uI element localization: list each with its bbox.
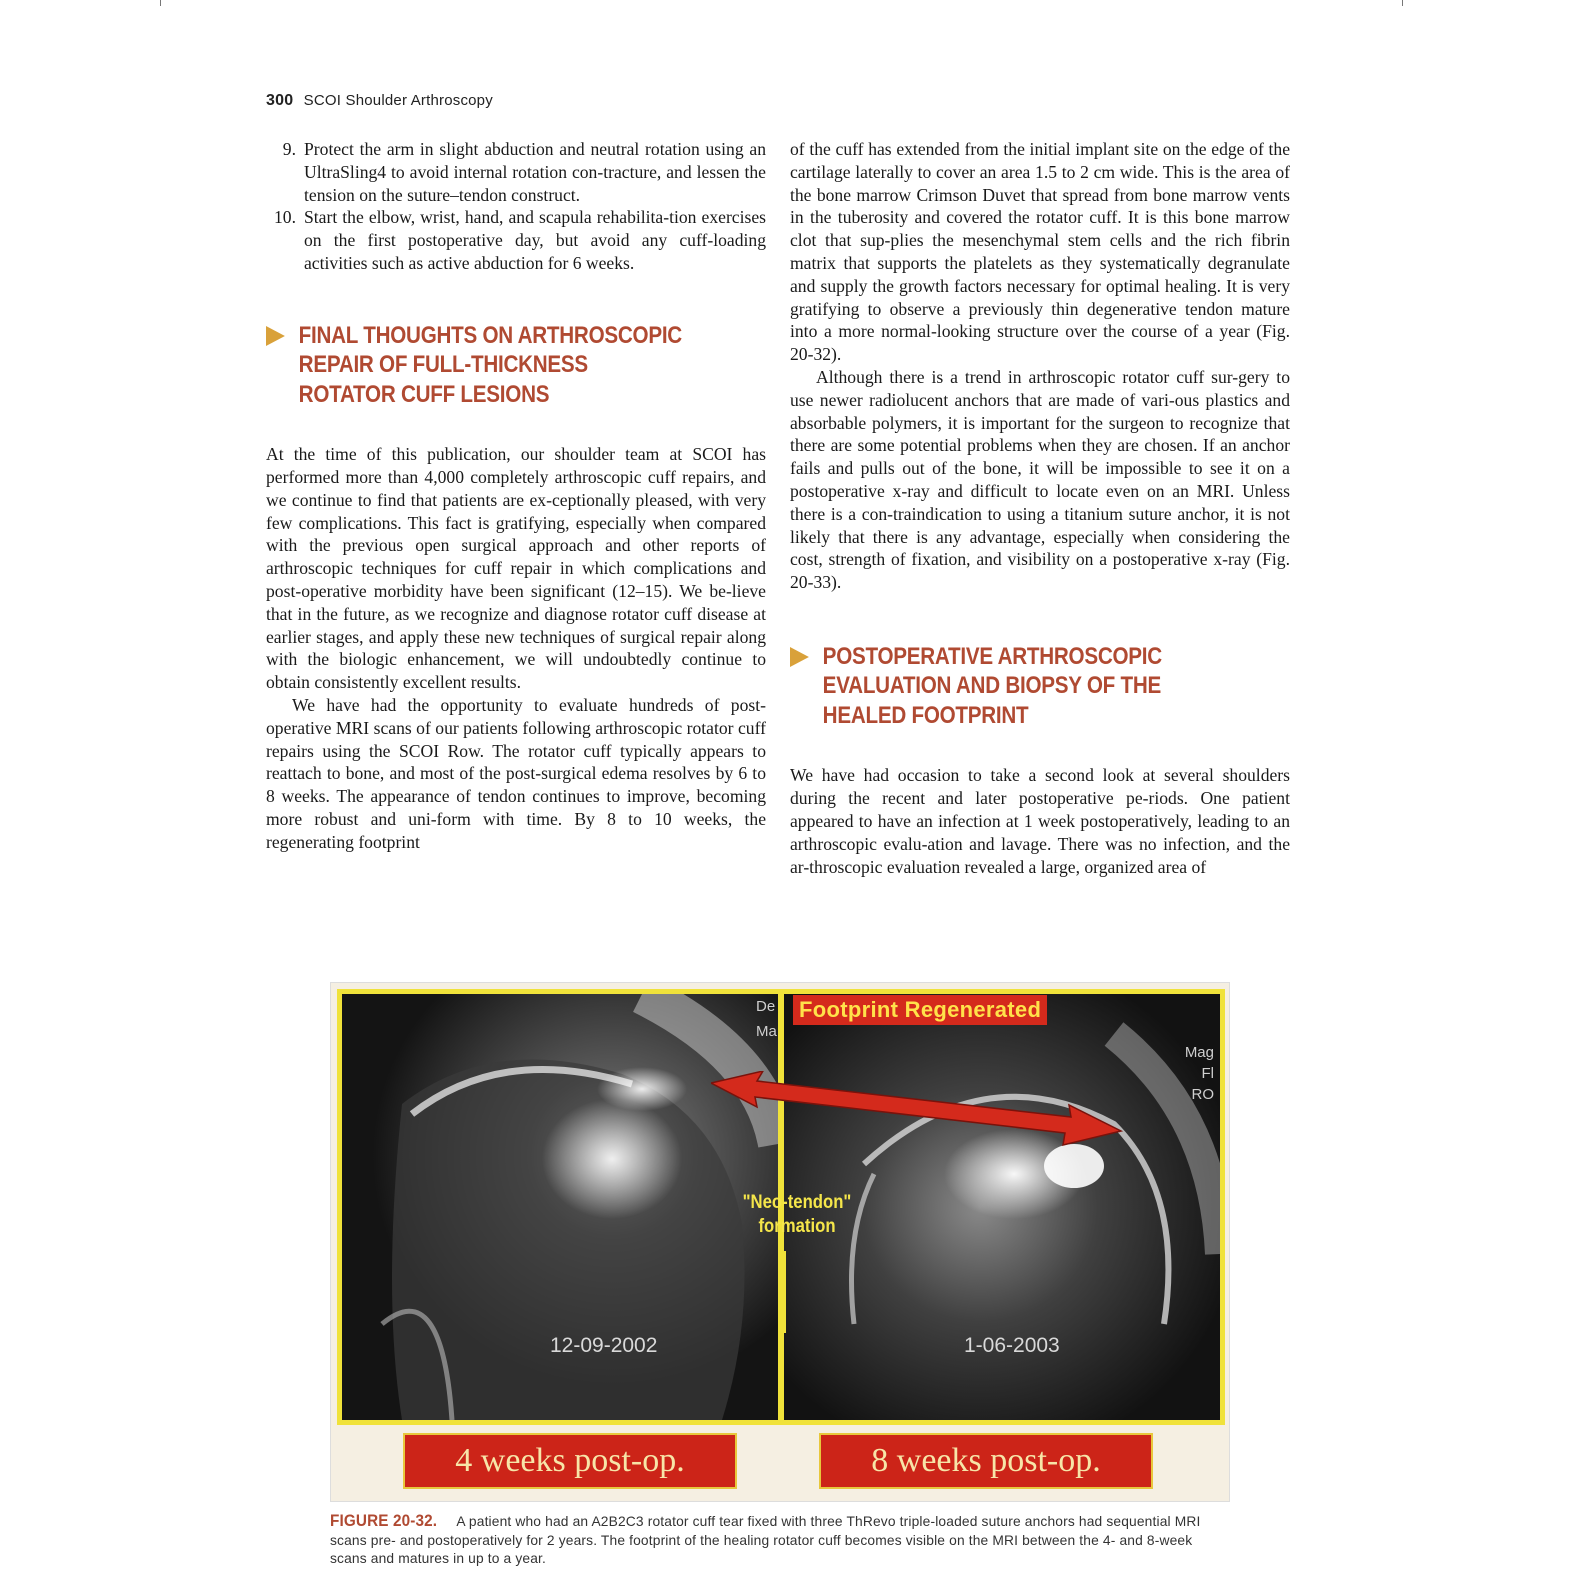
overlay-line: Mag	[1184, 1044, 1214, 1061]
mri-scan-left	[337, 989, 783, 1425]
mri-overlay-text	[756, 996, 777, 1042]
body-paragraph: of the cuff has extended from the initial implant site on the edge of the cartilage laterally to cover an area 1.5 to 2 cm wide. This is the area of the bone marrow Crimson Duvet that spread from bone marrow vents in the tuberosity and covered the rotator cuff. It is this bone marrow clot that sup-plies the mesenchymal stem cells and the rich fibrin matrix that supports the platelets as they systematically degranulate and supply the growth factors necessary for optimal healing. It is very gratifying to observe a previously thin degenerative tendon mature into a more normal-looking structure over the course of a year (Fig. 20-32).	[790, 139, 1290, 365]
left-column	[266, 138, 766, 854]
neo-tendon-line: formation	[758, 1216, 836, 1237]
figure-caption	[330, 1512, 1230, 1569]
list-item	[266, 138, 766, 206]
mri-overlay-text	[1174, 1042, 1214, 1105]
neo-tendon-line: "Neo-tendon"	[742, 1192, 852, 1213]
scan-date-right: 1-06-2003	[964, 1334, 1060, 1357]
page-number: 300	[266, 92, 294, 109]
crop-mark-left	[160, 0, 161, 6]
neo-tendon-label	[735, 1191, 858, 1239]
list-item-number: 10.	[274, 207, 296, 228]
heading-line: HEALED FOOTPRINT	[822, 701, 1029, 729]
body-paragraph: We have had the opportunity to evaluate hundreds of post-operative MRI scans of our patients following arthroscopic rotator cuff repairs using the SCOI Row. The rotator cuff typically appears to reattach to bone, and most of the post-surgical edema resolves by 6 to 8 weeks. The appearance of tendon continues to improve, becoming more robust and uni-form with time. By 8 to 10 weeks, the regenerating footprint	[266, 695, 766, 852]
heading-line: FINAL THOUGHTS ON ARTHROSCOPIC	[298, 321, 682, 349]
list-item-text: Start the elbow, wrist, hand, and scapula rehabilita-tion exercises on the first postoperative day, but avoid any cuff-loading activities such as active abduction for 6 weeks.	[304, 207, 766, 273]
heading-line: POSTOPERATIVE ARTHROSCOPIC	[822, 642, 1162, 670]
heading-line: ROTATOR CUFF LESIONS	[298, 380, 550, 408]
heading-line: REPAIR OF FULL-THICKNESS	[298, 351, 588, 379]
overlay-line: Fl	[1201, 1065, 1214, 1082]
neo-tendon-marker	[778, 1251, 786, 1333]
label-4-weeks: 4 weeks post-op.	[403, 1433, 737, 1489]
label-8-weeks: 8 weeks post-op.	[819, 1433, 1153, 1489]
list-item	[266, 206, 766, 274]
section-heading-final-thoughts	[266, 321, 780, 410]
right-column	[790, 138, 1290, 878]
list-item-text: Protect the arm in slight abduction and neutral rotation using an UltraSling4 to avoid internal rotation con-tracture, and lessen the tension on the suture–tendon construct.	[304, 139, 766, 205]
overlay-line: De	[756, 998, 776, 1015]
book-title: SCOI Shoulder Arthroscopy	[303, 92, 493, 109]
section-heading-postoperative	[790, 642, 1304, 731]
double-arrow-icon	[711, 1071, 1131, 1151]
footprint-regenerated-banner: Footprint Regenerated	[793, 995, 1047, 1025]
list-item-number: 9.	[282, 139, 296, 159]
triangle-bullet-icon	[266, 326, 285, 346]
body-paragraph: We have had occasion to take a second look at several shoulders during the recent and later postoperative pe-riods. One patient appeared to have an infection at 1 week postoperatively, leading to an arthroscopic evalu-ation and lavage. There was no infection, and the ar-throscopic evaluation revealed a large, organized area of	[790, 765, 1290, 877]
crop-mark-right	[1402, 0, 1403, 6]
heading-line: EVALUATION AND BIOPSY OF THE	[822, 672, 1162, 700]
running-head	[266, 92, 493, 110]
scan-date-left: 12-09-2002	[550, 1334, 658, 1357]
overlay-line: Ma	[756, 1023, 777, 1040]
figure-20-32	[330, 982, 1230, 1502]
caption-text: A patient who had an A2B2C3 rotator cuff tear fixed with three ThRevo triple-loaded suture anchors had sequential MRI scans pre- and postoperatively for 2 years. The footprint of the healing rotator cuff becomes visible on the MRI between the 4- and 8-week scans and matures in up to a year.	[330, 1514, 1201, 1567]
figure-label: FIGURE 20-32.	[330, 1511, 438, 1530]
body-paragraph: At the time of this publication, our shoulder team at SCOI has performed more than 4,000 completely arthroscopic cuff repairs, and we continue to find that patients are ex-ceptionally pleased, with very few complications. This fact is gratifying, especially when compared with the previous open surgical approach and other reports of arthroscopic techniques for cuff repair in which complications and post-operative morbidity have been significant (12–15). We be-lieve that in the future, as we recognize and diagnose rotator cuff disease at earlier stages, and apply these new techniques of surgical repair along with the biologic enhancement, we will undoubtedly continue to obtain consistently excellent results.	[266, 444, 766, 693]
triangle-bullet-icon	[790, 647, 809, 667]
overlay-line: RO	[1191, 1086, 1214, 1103]
body-paragraph: Although there is a trend in arthroscopic rotator cuff sur-gery to use newer radiolucent anchors that are made of vari-ous plastics and absorbable polymers, it is important for the surgeon to recognize that there are some potential problems when they are chosen. If an anchor fails and pulls out of the bone, it will be impossible to see it on a postoperative x-ray and difficult to locate even on an MRI. Unless there is a con-traindication to using a titanium suture anchor, it is not likely that there is any advantage, especially when considering the cost, strength of fixation, and visibility on a postoperative x-ray (Fig. 20-33).	[790, 366, 1290, 593]
